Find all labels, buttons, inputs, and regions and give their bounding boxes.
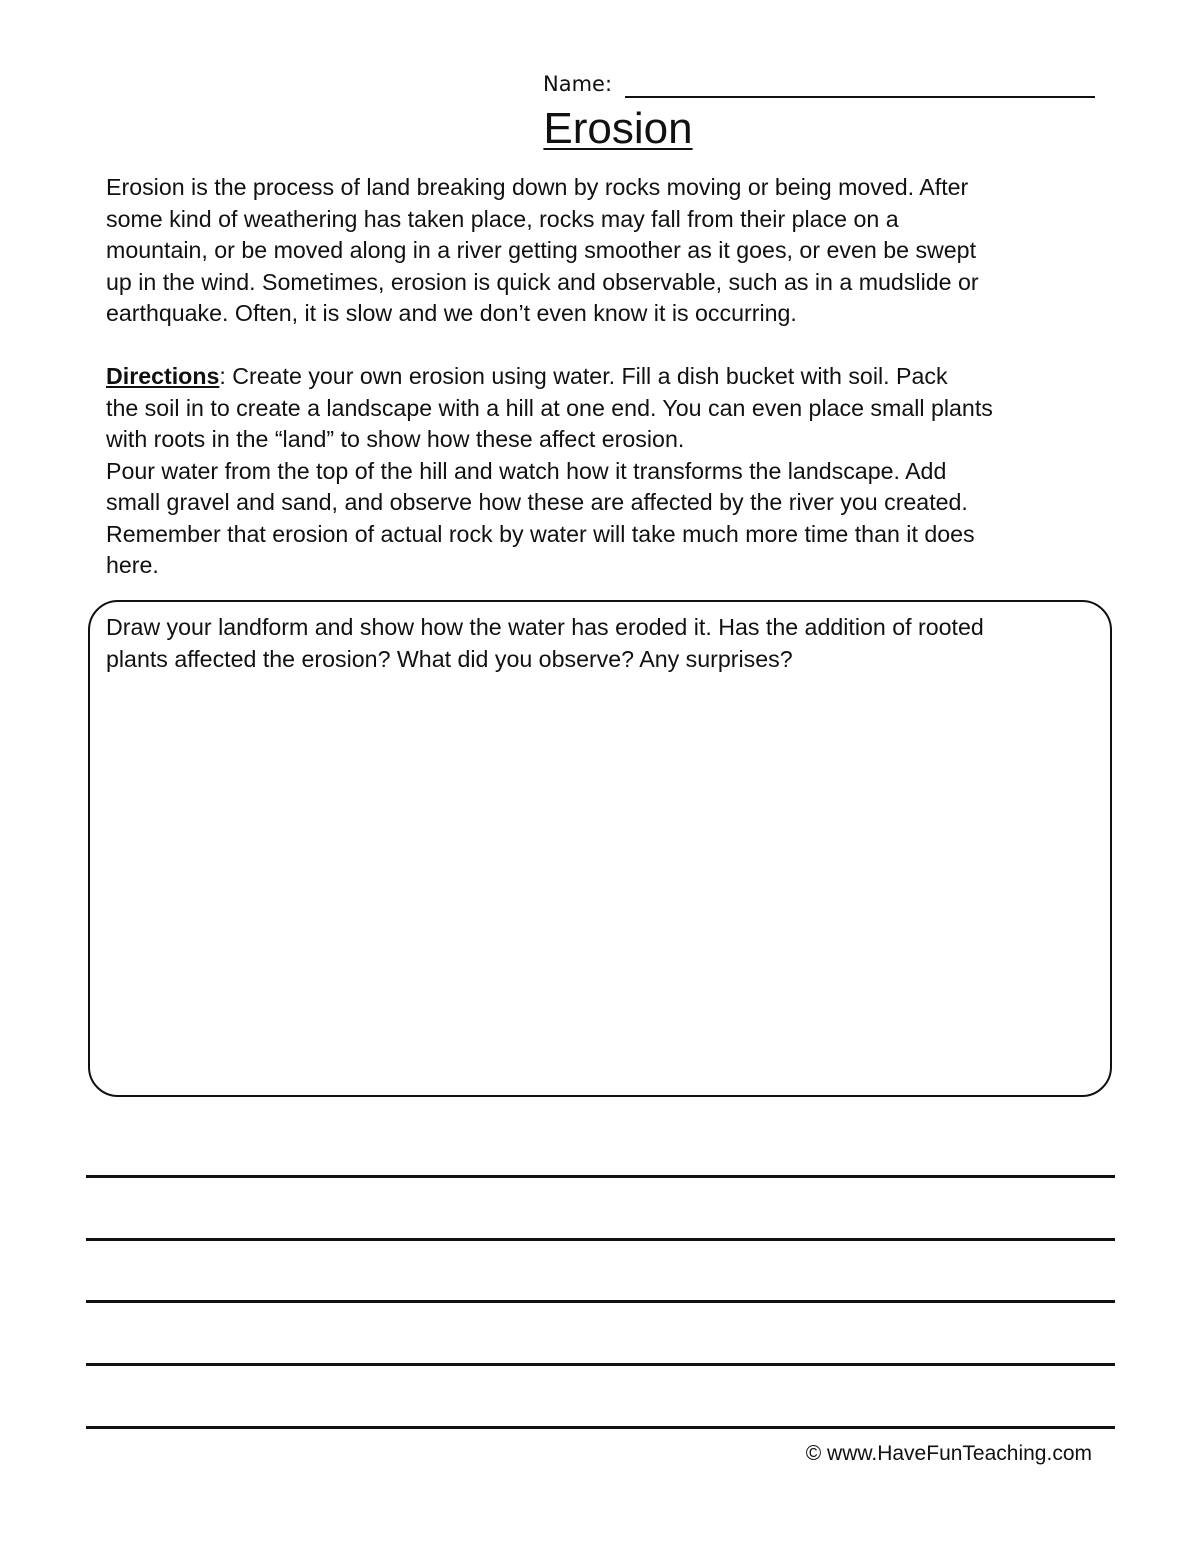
directions-label: Directions bbox=[106, 363, 220, 389]
answer-line[interactable] bbox=[86, 1175, 1115, 1178]
intro-line: mountain, or be moved along in a river getting smoother as it goes, or even be swept bbox=[106, 237, 977, 263]
drawing-box[interactable] bbox=[88, 600, 1112, 1097]
intro-line: up in the wind. Sometimes, erosion is quick and observable, such as in a mudslide or bbox=[106, 268, 979, 295]
directions-paragraph bbox=[106, 361, 1106, 582]
name-field-line[interactable] bbox=[625, 96, 1095, 98]
directions-line: Remember that erosion of actual rock by water will take much more time than it does bbox=[106, 520, 975, 547]
directions-line: : Create your own erosion using water. Fill a dish bucket with soil. Pack bbox=[219, 363, 948, 389]
footer-copyright: © www.HaveFunTeaching.com bbox=[805, 1442, 1092, 1465]
intro-line: some kind of weathering has taken place, rocks may fall from their place on a bbox=[106, 205, 899, 232]
directions-line: small gravel and sand, and observe how these are affected by the river you created. bbox=[106, 489, 968, 515]
answer-line[interactable] bbox=[86, 1426, 1115, 1429]
directions-line: the soil in to create a landscape with a hill at one end. You can even place small plants bbox=[106, 394, 993, 421]
intro-line: Erosion is the process of land breaking down by rocks moving or being moved. After bbox=[106, 174, 969, 200]
drawing-prompt bbox=[106, 612, 1106, 675]
drawing-prompt-line: plants affected the erosion? What did you observe? Any surprises? bbox=[106, 645, 793, 672]
answer-line[interactable] bbox=[86, 1363, 1115, 1366]
name-row bbox=[543, 70, 1103, 104]
answer-line[interactable] bbox=[86, 1300, 1115, 1303]
intro-line: earthquake. Often, it is slow and we don’t even know it is occurring. bbox=[106, 300, 797, 326]
answer-line[interactable] bbox=[86, 1238, 1115, 1241]
intro-paragraph bbox=[106, 172, 1106, 330]
name-label: Name: bbox=[543, 72, 613, 96]
drawing-prompt-line: Draw your landform and show how the water has eroded it. Has the addition of rooted bbox=[106, 614, 984, 640]
directions-line: here. bbox=[106, 552, 159, 578]
directions-line: with roots in the “land” to show how these affect erosion. bbox=[106, 426, 685, 452]
directions-line: Pour water from the top of the hill and watch how it transforms the landscape. Add bbox=[106, 457, 947, 484]
page-title: Erosion bbox=[543, 104, 693, 153]
